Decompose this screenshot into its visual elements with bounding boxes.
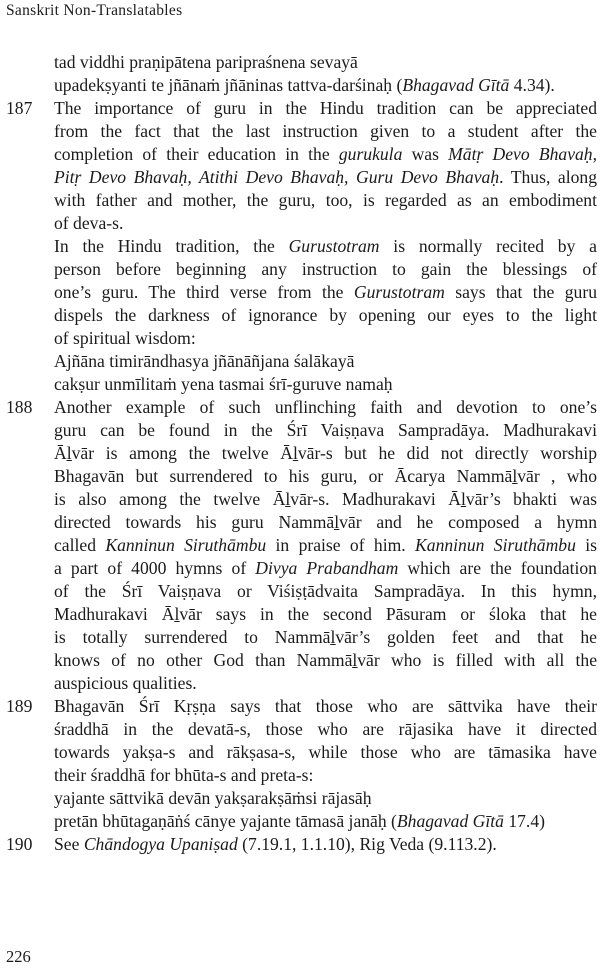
note-line [0,281,597,304]
note-text: . Thus, along [499,167,597,187]
italic-term: Pitṛ Devo Bhavaḥ, Atithi Devo Bhavaḥ, Guru Devo Bhavaḥ [54,167,500,187]
note-line [0,603,597,626]
note-text: in praise of him. [266,535,416,555]
note-text: completion of their education in the [54,144,339,164]
citation-title: Bhagavad Gītā [402,75,510,95]
note-text: knows of no other God than Nammāḻvār who is filled with all the [54,650,597,670]
note-text: dispels the darkness of ignorance by opening our eyes to the light [54,305,597,325]
italic-term: Gurustotram [288,236,380,256]
italic-term: gurukula [338,144,403,164]
note-line [0,718,597,741]
note-text: Bhagavān Śrī Kṛṣṇa says that those who are sāttvika have their [54,696,597,716]
note-text: (7.19.1, 1.1.10), Rig Veda (9.113.2). [237,834,497,854]
verse-text: upadekṣyanti te jñānaṁ jñāninas tattva-darśinaḥ ( [54,75,403,95]
note-text: which are the foundation [398,558,597,578]
note-text: their śraddhā for bhūta-s and preta-s: [54,765,314,785]
note-line [0,764,594,787]
note-line [0,304,597,327]
note-line [0,143,597,166]
note-text: says that the guru [444,282,597,302]
note-text: was [402,144,449,164]
note-number: 189 [6,696,33,716]
verse-text: yajante sāttvikā devān yakṣarakṣāṁsi rājasāḥ [54,788,372,808]
note-text: Another example of such unflinching faith and devotion to one’s [54,397,597,417]
note-line [0,488,597,511]
italic-term: Mātṛ Devo Bhavaḥ, [448,144,597,164]
note-line [0,396,597,419]
note-text: called [54,535,106,555]
note-line [0,189,597,212]
note-line [0,235,597,258]
italic-term: Kanninun Siruthāmbu [105,535,267,555]
page-number: 226 [6,947,31,966]
note-line [0,649,597,672]
verse-text: tad viddhi praṇipātena paripraśnena sevayā [54,52,358,72]
note-text: Madhurakavi Āḻvār says in the second Pāsuram or śloka that he [54,604,597,624]
note-text: one’s guru. The third verse from the [54,282,354,302]
note-line [0,511,597,534]
note-text: with father and mother, the guru, too, is regarded as an embodiment [54,190,597,210]
verse-text: cakṣur unmīlitaṁ yena tasmai śrī-guruve namaḥ [54,374,393,394]
verse-line [0,373,594,396]
verse-line [0,51,594,74]
note-number: 187 [6,98,33,118]
note-text: is totally surrendered to Nammāḻvār’s golden feet and that he [54,627,597,647]
note-text: auspicious qualities. [54,673,197,693]
note-line [0,626,597,649]
note-text: is normally recited by a [379,236,597,256]
note-line [0,672,594,695]
note-text: of deva-s. [54,213,124,233]
verse-line [0,74,594,97]
verse-text: pretān bhūtagaṇāṅś cānye yajante tāmasā janāḥ ( [54,811,397,831]
note-line [0,557,597,580]
italic-term: Divya Prabandham [255,558,399,578]
note-text: from the fact that the last instruction given to a student after the [54,121,597,141]
note-text: The importance of guru in the Hindu tradition can be appreciated [54,98,597,118]
note-text: In the Hindu tradition, the [54,236,289,256]
note-number: 190 [6,834,33,854]
note-text: a part of 4000 hymns of [54,558,256,578]
note-line [0,97,597,120]
note-text: Āḻvār is among the twelve Āḻvār-s but he did not directly worship [54,443,597,463]
verse-line [0,350,594,373]
note-text: of spiritual wisdom: [54,328,196,348]
citation-ref: 4.34). [509,75,555,95]
verse-text: Ajñāna timirāndhasya jñānāñjana śalākayā [54,351,355,371]
note-line [0,258,597,281]
note-line [0,442,597,465]
note-line [0,580,597,603]
notes-body [0,51,600,856]
verse-line [0,810,594,833]
note-line [0,212,594,235]
note-number: 188 [6,397,33,417]
note-line [0,419,597,442]
note-line [0,120,597,143]
citation-ref: 17.4) [503,811,545,831]
note-line [0,465,597,488]
note-text: is [575,535,597,555]
note-line [0,534,597,557]
note-line [0,327,594,350]
note-text: Bhagavān but surrendered to his guru, or Ācarya Nammāḻvār , who [54,466,597,486]
note-text: guru can be found in the Śrī Vaiṣṇava Sampradāya. Madhurakavi [54,420,597,440]
note-text: towards yakṣa-s and rākṣasa-s, while those who are tāmasika have [54,742,597,762]
note-text: is also among the twelve Āḻvār-s. Madhurakavi Āḻvār’s bhakti was [54,489,597,509]
note-text: śraddhā in the devatā-s, those who are rājasika have it directed [54,719,597,739]
running-head: Sanskrit Non-Translatables [6,2,183,19]
note-text: person before beginning any instruction to gain the blessings of [54,259,597,279]
citation-title: Chāndogya Upaniṣad [83,834,238,854]
note-line [0,166,597,189]
note-line [0,695,597,718]
citation-title: Bhagavad Gītā [396,811,504,831]
note-text: directed towards his guru Nammāḻvār and he composed a hymn [54,512,597,532]
note-line [0,741,597,764]
note-line [0,833,594,856]
note-text: of the Śrī Vaiṣṇava or Viśiṣṭādvaita Sampradāya. In this hymn, [54,581,597,601]
verse-line [0,787,594,810]
italic-term: Kanninun Siruthāmbu [415,535,576,555]
note-text: See [54,834,84,854]
italic-term: Gurustotram [353,282,445,302]
